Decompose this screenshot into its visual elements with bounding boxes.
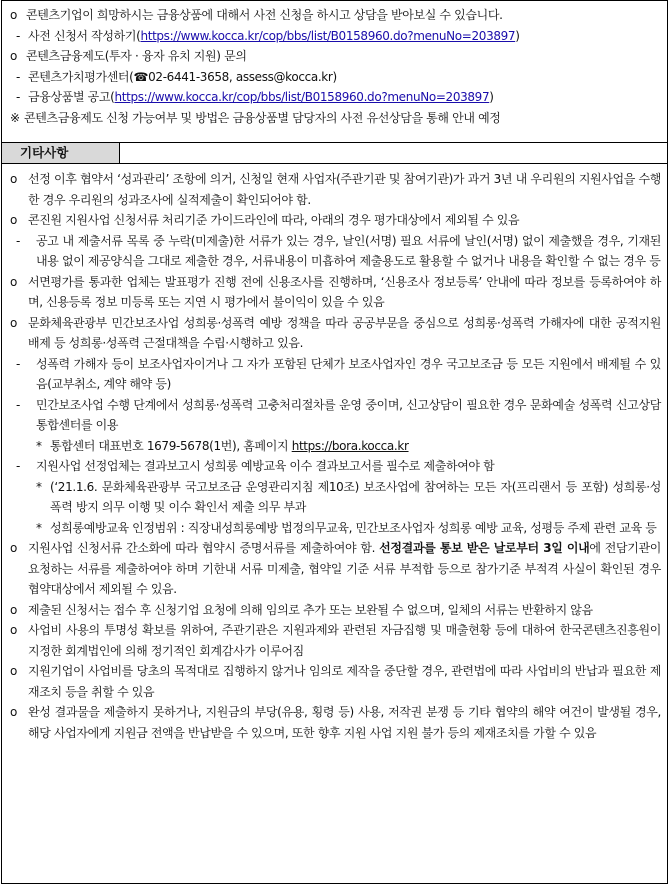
list-item (10, 313, 661, 354)
item-text: 공고 내 제출서류 목록 중 누락(미제출)한 서류가 있는 경우, 날인(서명) 필요 서류에 날인(서명) 없이 제출했을 경우, 기재된 내용 없이 제공양식을 그대로 제출한 경우, 서류내용이 미흡하여 제출용도로 활용할 수 없거나 내용을 확인할 수 없는 경우 등 (36, 233, 661, 268)
item-text: 완성 결과물을 제출하지 못하거나, 지원금의 부당(유용, 횡령 등) 사용, 저작권 분쟁 등 기타 협약의 해약 여건이 발생될 경우, 해당 사업자에게 지원금 전액을 반납받을 수 있으며, 또한 향후 지원 사업 지원 불가 등의 제재조치를 가할 수 있음 (28, 705, 661, 740)
paren-close: ) (515, 28, 520, 43)
list-item (10, 210, 661, 231)
valuation-contact-text: 02-6441-3658, assess@kocca.kr) (148, 69, 337, 84)
dash-bullet: - (16, 69, 20, 84)
item-text: 선정 이후 협약서 ‘성과관리’ 조항에 의거, 신청일 현재 사업자(주관기관 및 참여기관)가 과거 3년 내 우리원의 지원사업을 수행한 경우 우리원의 성과조사에 실적제출이 확인되어야 함. (28, 172, 661, 207)
list-item (10, 395, 661, 436)
list-item (10, 169, 661, 210)
dash-bullet: - (16, 356, 20, 371)
item-text: 제출된 신청서는 접수 후 신청기업 요청에 의해 임의로 추가 또는 보완될 수 없으며, 일체의 서류는 반환하지 않음 (28, 602, 593, 617)
reference-mark: ※ (10, 110, 20, 125)
application-form-text: 사전 신청서 작성하기( (28, 28, 141, 43)
item-text (28, 538, 661, 600)
list-item (10, 702, 661, 743)
product-notice-line (10, 87, 661, 108)
asterisk-bullet: * (36, 438, 42, 453)
document-submit-text: 지원사업 신청서류 간소화에 따라 협약시 증명서류를 제출하여야 함. (28, 541, 380, 555)
asterisk-bullet: * (36, 520, 42, 535)
hotline-text: 통합센터 대표번호 1679-5678(1번), 홈페이지 (50, 438, 292, 453)
circle-bullet: o (10, 602, 17, 617)
circle-bullet: o (10, 172, 17, 186)
dash-bullet: - (16, 459, 20, 473)
consult-note-text: 콘텐츠금융제도 신청 가능여부 및 방법은 금융상품별 담당자의 사전 유선상담을 통해 안내 예정 (24, 110, 501, 125)
item-text: 지원사업 선정업체는 결과보고시 성희롱 예방교육 이수 결과보고서를 필수로 제출하여야 함 (36, 459, 495, 473)
list-item (10, 620, 661, 661)
circle-bullet: o (10, 705, 17, 719)
finance-inquiry-text: 콘텐츠금융제도(투자 · 융자 유치 지원) 문의 (26, 49, 247, 63)
list-item (10, 231, 661, 272)
consult-note-line (10, 108, 661, 129)
intro-text: 콘텐츠기업이 희망하시는 금융상품에 대해서 사전 신청을 하시고 상담을 받아보실 수 있습니다. (26, 8, 503, 22)
document-page (1, 0, 668, 884)
application-form-link[interactable]: https://www.kocca.kr/cop/bbs/list/B0158960.do?menuNo=203897 (140, 28, 516, 43)
item-text: 콘진원 지원사업 신청서류 처리기준 가이드라인에 따라, 아래의 경우 평가대상에서 제외될 수 있음 (28, 213, 520, 227)
circle-bullet: o (10, 315, 17, 330)
circle-bullet: o (10, 274, 17, 289)
item-text: 성희롱예방교육 인정범위 : 직장내성희롱예방 법정의무교육, 민간보조사업자 성희롱 예방 교육, 성평등 주제 관련 교육 등 (50, 520, 657, 535)
section-header-blank (120, 143, 667, 163)
application-form-line (10, 26, 661, 47)
item-text: 지원기업이 사업비를 당초의 목적대로 집행하지 않거나 임의로 제작을 중단할 경우, 관련법에 따라 사업비의 반납과 필요한 제재조치 등을 취할 수 있음 (28, 664, 661, 699)
item-text: 서면평가를 통과한 업체는 발표평가 진행 전에 신용조사를 진행하며, ‘신용조사 정보등록’ 안내에 따라 정보를 등록하여야 하며, 신용등록 정보 미등록 또는 지연 시 평가에서 불이익이 있을 수 있음 (28, 274, 661, 309)
item-text: 사업비 사용의 투명성 확보를 위하여, 주관기관은 지원과제와 관련된 자금집행 및 매출현황 등에 대하여 한국콘텐츠진흥원이 지정한 회계법인에 의해 정기적인 회계감사가 이루어짐 (28, 623, 661, 658)
list-item (10, 518, 661, 539)
intro-line (10, 5, 661, 26)
circle-bullet: o (10, 623, 17, 637)
finance-inquiry-line (10, 46, 661, 67)
dash-bullet: - (16, 90, 20, 104)
dash-bullet: - (16, 397, 20, 412)
deadline-emphasis: 선정결과를 통보 받은 날로부터 3일 이내 (379, 541, 590, 555)
paren-close: ) (489, 90, 494, 104)
product-notice-text: 금융상품별 공고( (28, 90, 115, 104)
document-submit-tail: 에 전담기관이 요청하는 서류를 제출하여야 하며 기한내 서류 미제출, 협약일 기준 서류 부적합 등으로 참가기준 부적격 사실이 확인된 경우 협약대상에서 제외될 수 있음. (28, 541, 661, 596)
dash-bullet: - (16, 28, 20, 43)
list-item (10, 600, 661, 621)
circle-bullet: o (10, 8, 17, 22)
circle-bullet: o (10, 49, 17, 63)
phone-icon: ☎ (133, 69, 149, 84)
product-notice-link[interactable]: https://www.kocca.kr/cop/bbs/list/B0158960.do?menuNo=203897 (114, 90, 490, 104)
dash-bullet: - (16, 233, 20, 248)
list-item (10, 272, 661, 313)
list-item (10, 456, 661, 477)
valuation-center-line (10, 67, 661, 88)
item-text: 민간보조사업 수행 단계에서 성희롱·성폭력 고충처리절차를 운영 중이며, 신고상담이 필요한 경우 문화예술 성폭력 신고상담 통합센터를 이용 (36, 397, 661, 432)
section-header (2, 142, 667, 164)
other-notes-section (2, 164, 667, 743)
circle-bullet: o (10, 664, 17, 678)
circle-bullet: o (10, 541, 17, 555)
item-text: 문화체육관광부 민간보조사업 성희롱·성폭력 예방 정책을 따라 공공부문을 중심으로 성희롱·성폭력 가해자에 대한 공적지원 배제 등 성희롱·성폭력 근절대책을 수립·시행하고 있음. (28, 315, 661, 350)
item-text: 성폭력 가해자 등이 보조사업자이거나 그 자가 포함된 단체가 보조사업자인 경우 국고보조금 등 모든 지원에서 배제될 수 있음(교부취소, 계약 해약 등) (36, 356, 661, 391)
list-item (10, 661, 661, 702)
list-item (10, 354, 661, 395)
circle-bullet: o (10, 213, 17, 227)
section-header-label: 기타사항 (2, 143, 120, 163)
contact-section (2, 1, 667, 142)
list-item (10, 538, 661, 600)
list-item (10, 477, 661, 518)
item-text (50, 436, 661, 457)
asterisk-bullet: * (36, 479, 42, 494)
valuation-center-text: 콘텐츠가치평가센터( (28, 69, 134, 84)
bora-homepage-link[interactable]: https://bora.kocca.kr (291, 438, 409, 453)
item-text: (‘21.1.6. 문화체육관광부 국고보조금 운영관리지침 제10조) 보조사업에 참여하는 모든 자(프리랜서 등 포함) 성희롱·성폭력 방지 의무 이행 및 이수 확인서 제출 의무 부과 (50, 479, 661, 514)
list-item (10, 436, 661, 457)
